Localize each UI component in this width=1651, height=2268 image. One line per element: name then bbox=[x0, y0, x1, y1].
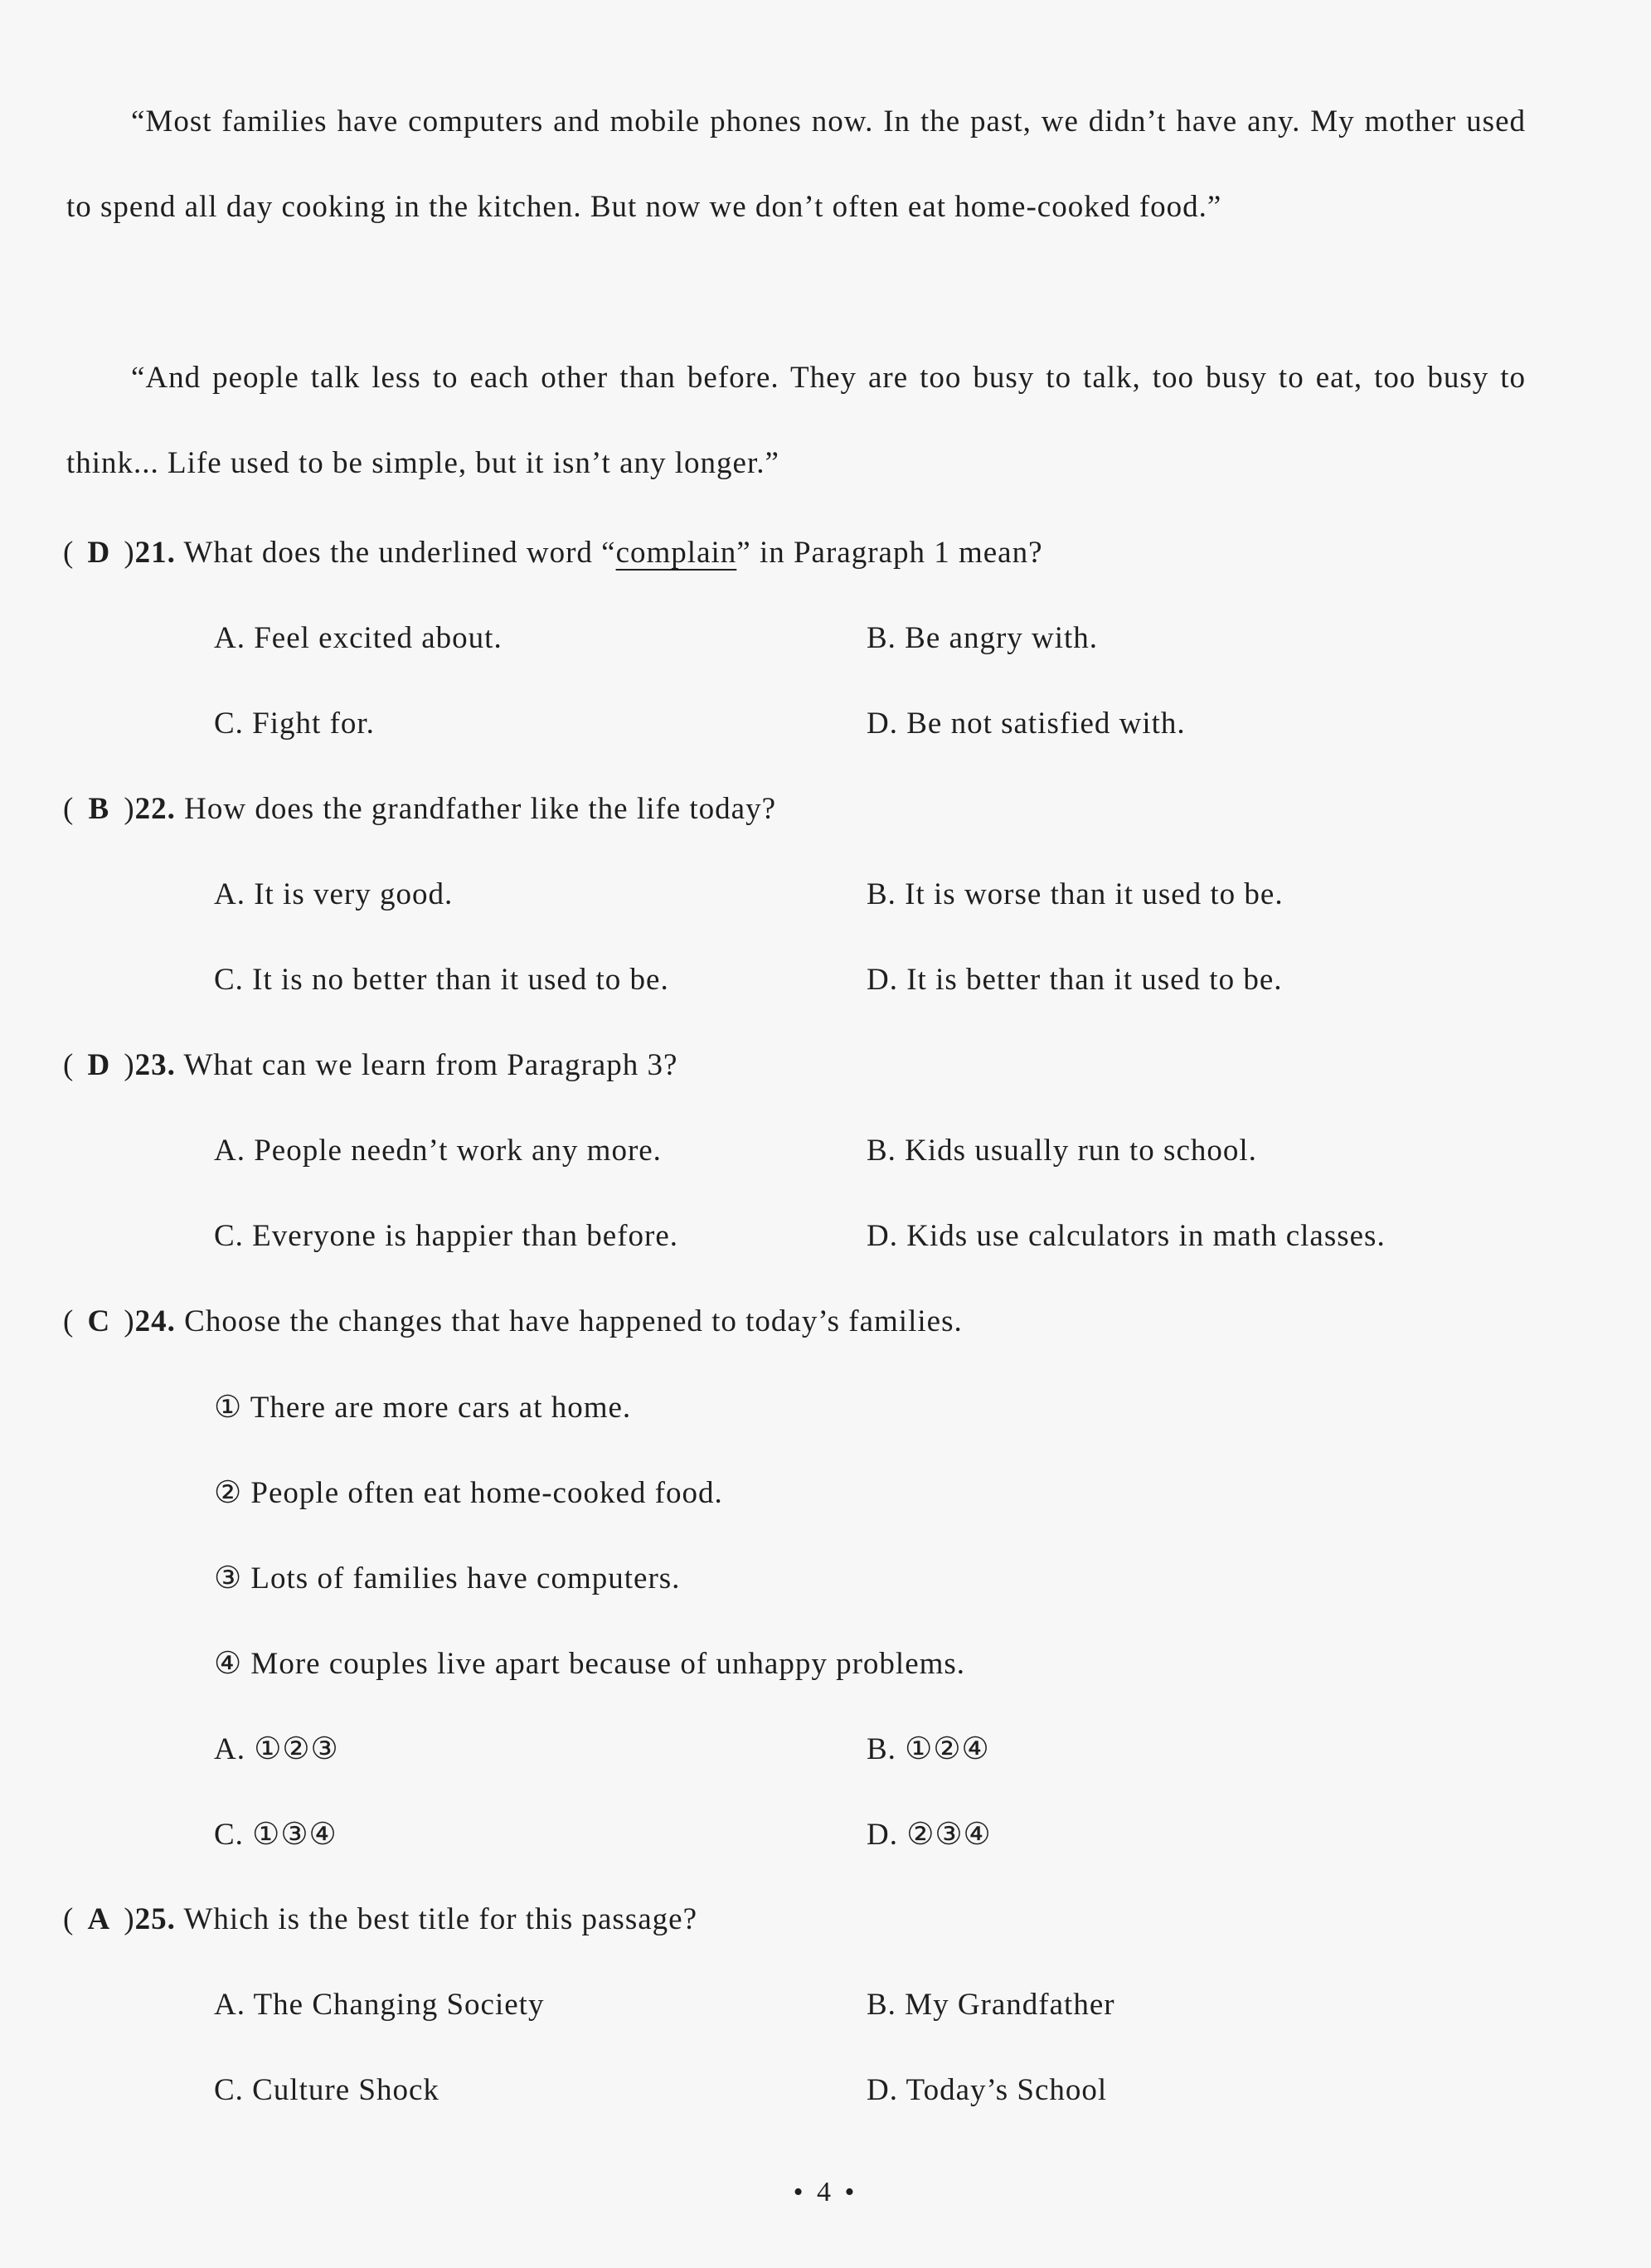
option-23-b: B. Kids usually run to school. bbox=[867, 1134, 1257, 1168]
question-24: ( C )24. Choose the changes that have happened to today’s families. bbox=[63, 1304, 963, 1338]
answer-21: D bbox=[87, 536, 111, 570]
option-21-b: B. Be angry with. bbox=[867, 621, 1099, 655]
option-21-d: D. Be not satisfied with. bbox=[867, 707, 1186, 741]
underlined-word: complain bbox=[615, 536, 737, 570]
statement-4: ④ More couples live apart because of unhappy problems. bbox=[214, 1647, 966, 1681]
question-22: ( B )22. How does the grandfather like the life today? bbox=[63, 792, 776, 826]
option-24-a: A. ①②③ bbox=[214, 1732, 339, 1766]
option-22-b: B. It is worse than it used to be. bbox=[867, 877, 1284, 911]
statement-3: ③ Lots of families have computers. bbox=[214, 1561, 681, 1595]
question-25: ( A )25. Which is the best title for this passage? bbox=[63, 1902, 697, 1936]
option-25-d: D. Today’s School bbox=[867, 2073, 1108, 2107]
option-25-a: A. The Changing Society bbox=[214, 1988, 545, 2022]
option-21-c: C. Fight for. bbox=[214, 707, 375, 741]
option-21-a: A. Feel excited about. bbox=[214, 621, 503, 655]
option-25-c: C. Culture Shock bbox=[214, 2073, 439, 2107]
statement-2: ② People often eat home-cooked food. bbox=[214, 1476, 723, 1510]
statement-1: ① There are more cars at home. bbox=[214, 1391, 632, 1425]
paragraph-2: “And people talk less to each other than before. They are too busy to talk, too busy to eat, too busy to think... Life used to be simple, but it isn’t any longer.” bbox=[66, 361, 1526, 480]
option-24-b: B. ①②④ bbox=[867, 1732, 990, 1766]
option-25-b: B. My Grandfather bbox=[867, 1988, 1115, 2022]
option-23-d: D. Kids use calculators in math classes. bbox=[867, 1219, 1386, 1253]
question-21: ( D )21. What does the underlined word “complain” in Paragraph 1 mean? bbox=[63, 536, 1043, 570]
option-23-a: A. People needn’t work any more. bbox=[214, 1134, 662, 1168]
answer-23: D bbox=[87, 1048, 111, 1082]
answer-24: C bbox=[87, 1304, 111, 1338]
answer-22: B bbox=[88, 792, 110, 826]
option-23-c: C. Everyone is happier than before. bbox=[214, 1219, 679, 1253]
option-22-a: A. It is very good. bbox=[214, 877, 454, 911]
option-22-c: C. It is no better than it used to be. bbox=[214, 963, 669, 997]
option-24-c: C. ①③④ bbox=[214, 1818, 337, 1852]
paragraph-1: “Most families have computers and mobile phones now. In the past, we didn’t have any. My mother used to spend all day cooking in the kitchen. But now we don’t often eat home-cooked food.” bbox=[66, 104, 1526, 224]
question-23: ( D )23. What can we learn from Paragraph 3? bbox=[63, 1048, 678, 1082]
answer-25: A bbox=[87, 1902, 111, 1936]
page-number: • 4 • bbox=[793, 2177, 858, 2207]
option-24-d: D. ②③④ bbox=[867, 1818, 992, 1852]
option-22-d: D. It is better than it used to be. bbox=[867, 963, 1283, 997]
